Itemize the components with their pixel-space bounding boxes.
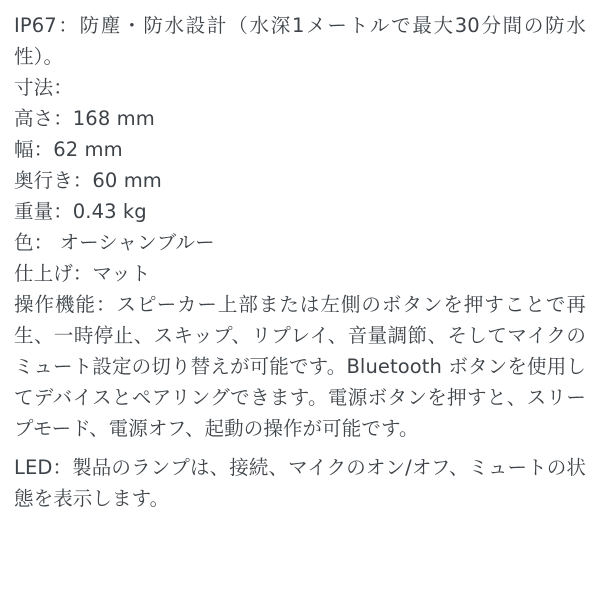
list-item: 幅：62 mm bbox=[14, 138, 123, 161]
intro-paragraph: IP67：防塵・防水設計（水深1メートルで最大30分間の防水性）。 bbox=[14, 14, 586, 68]
list-item: 仕上げ：マット bbox=[14, 262, 151, 285]
list-item: 重量：0.43 kg bbox=[14, 200, 147, 223]
spec-list bbox=[14, 103, 586, 289]
led-paragraph: LED：製品のランプは、接続、マイクのオン/オフ、ミュートの状態を表示します。 bbox=[14, 456, 586, 510]
list-item: 奥行き：60 mm bbox=[14, 169, 162, 192]
list-item: 高さ：168 mm bbox=[14, 107, 155, 130]
spec-content bbox=[14, 10, 586, 514]
list-item: 色： オーシャンブルー bbox=[14, 231, 215, 254]
dimensions-heading: 寸法： bbox=[14, 76, 73, 99]
controls-paragraph: 操作機能：スピーカー上部または左側のボタンを押すことで再生、一時停止、スキップ、リプレイ、音量調節、そしてマイクのミュート設定の切り替えが可能です。Bluetooth ボタンを使用してデバイスとペアリングできます。電源ボタンを押すと、スリープモード、電源オフ、起動の操作が可能です。 bbox=[14, 293, 586, 440]
